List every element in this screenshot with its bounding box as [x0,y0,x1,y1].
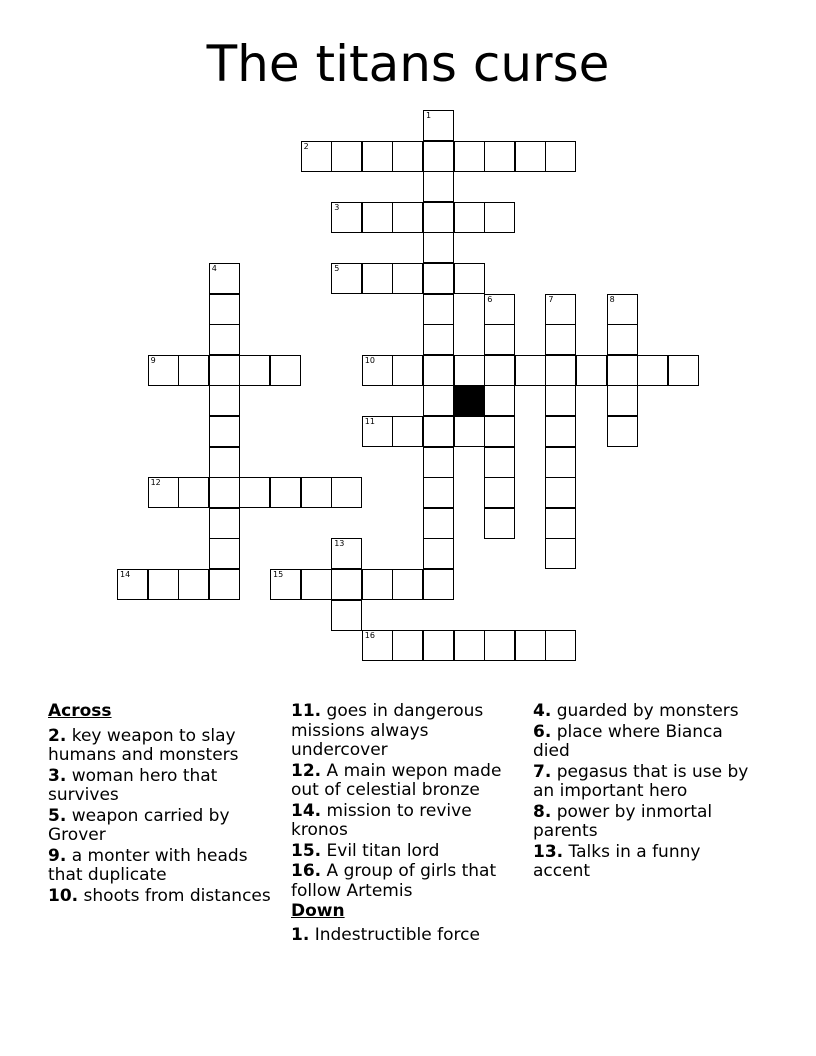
grid-cell[interactable] [484,355,515,386]
grid-cell[interactable] [607,385,638,416]
grid-cell[interactable] [423,385,454,416]
clue-item [48,887,273,907]
grid-cell[interactable] [362,141,393,172]
grid-cell[interactable] [117,569,148,600]
grid-cell[interactable] [607,416,638,447]
grid-cell[interactable] [423,171,454,202]
clue-text: a monter with heads that duplicate [48,845,248,885]
grid-cell[interactable] [423,416,454,447]
grid-cell[interactable] [484,324,515,355]
clue-text: guarded by monsters [556,701,739,721]
grid-cell[interactable] [423,294,454,325]
clue-number-label: 15. [291,840,322,861]
grid-cell[interactable] [209,569,240,600]
clue-text: goes in dangerous missions always undercover [291,701,484,760]
clue-number: 5 [334,264,340,273]
clue-number: 11 [364,417,375,426]
grid-cell[interactable] [545,385,576,416]
grid-cell[interactable] [484,630,515,661]
grid-cell[interactable] [362,569,393,600]
grid-cell[interactable] [607,355,638,386]
clues-column-2 [291,702,516,946]
across-heading: Across [48,701,112,721]
down-clue-list-2 [533,702,758,882]
grid-cell[interactable] [209,263,240,294]
grid-cell[interactable] [484,447,515,478]
grid-cell[interactable] [362,263,393,294]
grid-cell[interactable] [178,569,209,600]
grid-cell[interactable] [484,416,515,447]
grid-cell[interactable] [423,110,454,141]
clue-text: weapon carried by Grover [48,805,230,845]
grid-cell[interactable] [392,416,423,447]
grid-cell[interactable] [423,447,454,478]
clue-number-label: 13. [533,841,564,862]
clue-text: key weapon to slay humans and monsters [48,725,239,765]
clue-item [48,727,273,766]
grid-cell[interactable] [270,477,301,508]
clue-item [48,807,273,846]
grid-cell[interactable] [331,477,362,508]
clue-text: pegasus that is use by an important hero [533,761,749,801]
clues-column-3 [533,702,758,883]
grid-cell[interactable] [209,477,240,508]
grid-cell[interactable] [209,416,240,447]
grid-cell[interactable] [331,263,362,294]
grid-cell[interactable] [301,477,332,508]
grid-cell[interactable] [484,385,515,416]
grid-cell[interactable] [454,141,485,172]
clue-number-label: 6. [533,721,552,742]
grid-cell[interactable] [392,355,423,386]
clue-item [291,842,516,862]
clue-number: 6 [487,294,493,304]
clue-item [291,762,516,801]
grid-cell[interactable] [423,508,454,539]
grid-cell[interactable] [209,294,240,325]
grid-cell[interactable] [484,202,515,233]
grid-cell[interactable] [545,477,576,508]
grid-cell[interactable] [423,630,454,661]
clue-text: Evil titan lord [326,840,440,861]
clue-number: 2 [303,141,309,151]
grid-cell[interactable] [331,141,362,172]
grid-cell[interactable] [362,416,393,447]
clue-item [291,862,516,901]
clue-text: shoots from distances [83,885,271,906]
clue-text: Indestructible force [314,924,480,945]
clue-number: 16 [364,631,375,641]
clue-number: 10 [364,355,375,365]
clue-number: 8 [609,294,615,304]
grid-cell[interactable] [637,355,668,386]
grid-cell[interactable] [392,569,423,600]
clue-number-label: 8. [533,801,552,822]
grid-cell[interactable] [545,538,576,569]
clue-item [533,763,758,802]
grid-cell[interactable] [454,355,485,386]
grid-cell[interactable] [362,355,393,386]
grid-cell[interactable] [392,202,423,233]
grid-cell[interactable] [423,232,454,263]
grid-cell[interactable] [209,447,240,478]
clue-item [533,723,758,762]
grid-cell[interactable] [484,294,515,325]
grid-cell[interactable] [545,294,576,325]
grid-cell[interactable] [545,324,576,355]
grid-cell[interactable] [239,477,270,508]
clue-text: mission to revive kronos [291,800,472,840]
clue-number: 3 [334,202,340,212]
grid-cell[interactable] [545,447,576,478]
down-clue-list-1 [291,926,516,946]
clue-item [48,847,273,886]
grid-cell[interactable] [484,477,515,508]
grid-cell[interactable] [209,385,240,416]
clue-number-label: 3. [48,765,67,786]
page-title: The titans curse [206,35,610,93]
clue-number-label: 12. [291,760,322,781]
grid-cell[interactable] [331,569,362,600]
grid-cell[interactable] [301,141,332,172]
grid-cell[interactable] [515,355,546,386]
grid-cell[interactable] [392,630,423,661]
clue-item [291,926,516,946]
grid-cell[interactable] [545,355,576,386]
grid-cell[interactable] [392,141,423,172]
grid-cell[interactable] [545,630,576,661]
grid-cell[interactable] [239,355,270,386]
clue-item [533,803,758,842]
grid-cell[interactable] [454,263,485,294]
clue-number: 12 [150,478,161,488]
grid-cell[interactable] [423,538,454,569]
clue-number-label: 7. [533,761,552,782]
grid-cell[interactable] [484,141,515,172]
grid-cell[interactable] [545,141,576,172]
grid-cell[interactable] [362,630,393,661]
grid-cell[interactable] [178,477,209,508]
grid-cell[interactable] [423,355,454,386]
grid-cell[interactable] [454,630,485,661]
grid-cell[interactable] [668,355,699,386]
grid-cell[interactable] [209,538,240,569]
grid-cell[interactable] [423,324,454,355]
grid-cell[interactable] [148,477,179,508]
grid-cell[interactable] [423,569,454,600]
clue-number: 13 [334,539,345,549]
grid-cell[interactable] [423,202,454,233]
grid-cell[interactable] [392,263,423,294]
grid-cell[interactable] [209,355,240,386]
grid-cell[interactable] [515,630,546,661]
clue-number: 1 [426,111,432,120]
clue-number-label: 14. [291,800,322,821]
grid-cell[interactable] [423,141,454,172]
clue-text: A main wepon made out of celestial bronze [291,760,502,800]
grid-cell[interactable] [209,324,240,355]
clue-number: 7 [548,294,554,304]
black-cell [454,385,485,416]
clue-number: 9 [150,355,156,365]
grid-cell[interactable] [423,263,454,294]
clue-text: power by inmortal parents [533,801,713,841]
down-heading: Down [291,901,345,921]
grid-cell[interactable] [545,508,576,539]
grid-cell[interactable] [607,324,638,355]
clue-number: 15 [273,570,284,579]
clue-number-label: 1. [291,924,310,945]
clue-number-label: 9. [48,845,67,866]
grid-cell[interactable] [331,202,362,233]
clue-number-label: 2. [48,725,67,746]
clue-text: woman hero that survives [48,765,218,805]
clue-number-label: 4. [533,701,552,721]
grid-cell[interactable] [331,538,362,569]
grid-cell[interactable] [545,416,576,447]
grid-cell[interactable] [270,355,301,386]
grid-cell[interactable] [331,600,362,631]
grid-cell[interactable] [454,416,485,447]
grid-cell[interactable] [423,477,454,508]
clue-item [291,702,516,761]
grid-cell[interactable] [484,508,515,539]
grid-cell[interactable] [576,355,607,386]
clue-text: A group of girls that follow Artemis [291,861,497,901]
across-clue-list-1 [48,727,273,907]
clue-number-label: 10. [48,885,79,906]
grid-cell[interactable] [607,294,638,325]
clue-item [533,702,758,722]
clue-number-label: 11. [291,701,322,721]
grid-cell[interactable] [270,569,301,600]
clue-item [533,843,758,882]
grid-cell[interactable] [209,508,240,539]
clue-number-label: 5. [48,805,67,826]
clue-item [291,802,516,841]
grid-cell[interactable] [362,202,393,233]
across-clue-list-2 [291,702,516,901]
grid-cell[interactable] [148,355,179,386]
clue-number-label: 16. [291,861,322,881]
clues-column-1 [48,702,273,907]
grid-cell[interactable] [515,141,546,172]
grid-cell[interactable] [178,355,209,386]
grid-cell[interactable] [301,569,332,600]
clue-number: 4 [211,264,217,273]
clue-item [48,767,273,806]
grid-cell[interactable] [148,569,179,600]
grid-cell[interactable] [454,202,485,233]
clue-text: place where Bianca died [533,721,723,761]
clue-number: 14 [120,570,131,579]
clue-text: Talks in a funny accent [533,841,701,881]
